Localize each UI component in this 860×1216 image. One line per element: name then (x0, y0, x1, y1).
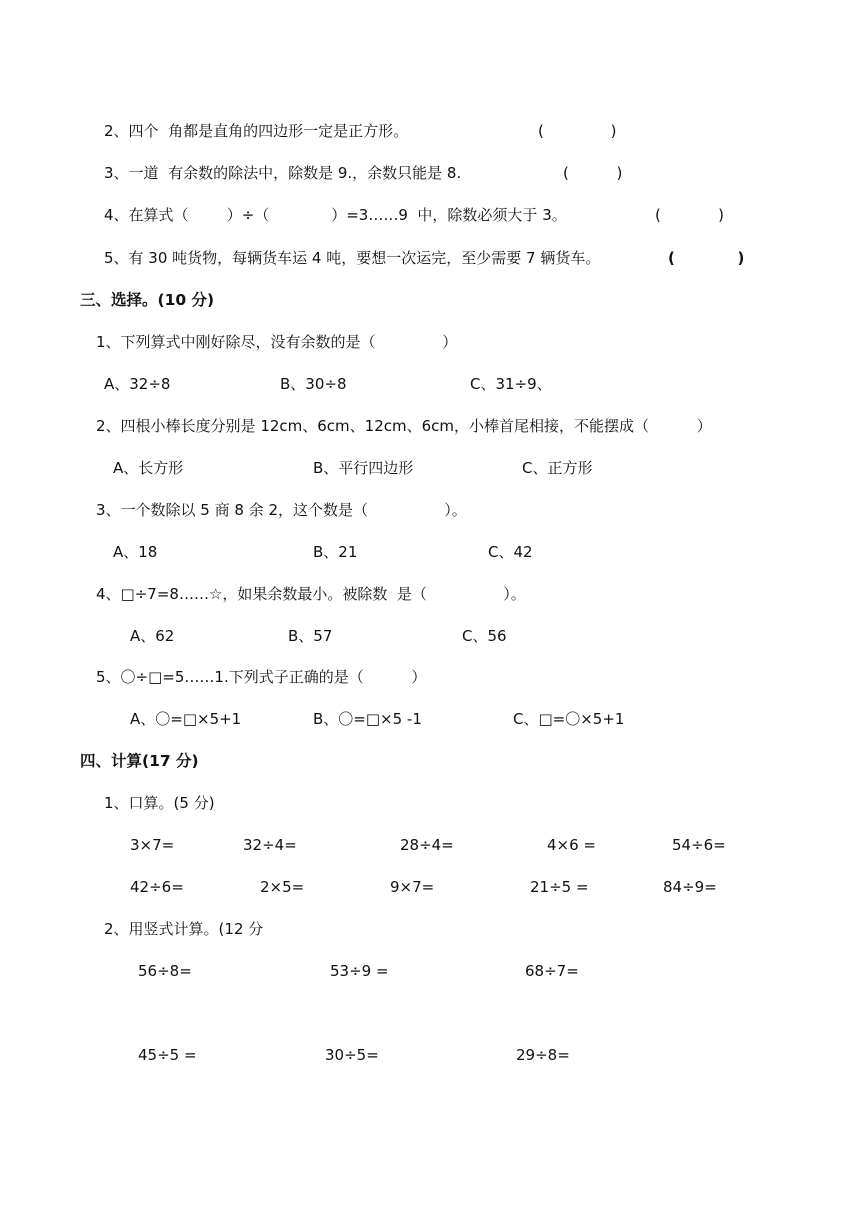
option-c[interactable]: C、42 (488, 543, 533, 561)
section-title-choice: 三、选择。(10 分) (80, 291, 215, 309)
oral-calc-title: 1、口算。(5 分) (104, 794, 215, 812)
option-b[interactable]: B、57 (288, 627, 333, 645)
option-b[interactable]: B、平行四边形 (313, 459, 414, 477)
option-c[interactable]: C、正方形 (522, 459, 593, 477)
option-b[interactable]: B、30÷8 (280, 375, 347, 393)
oral-problem[interactable]: 54÷6= (672, 836, 726, 854)
answer-parentheses[interactable]: ( ) (668, 249, 745, 267)
option-c[interactable]: C、31÷9、 (470, 375, 552, 393)
oral-problem[interactable]: 2×5= (260, 878, 305, 896)
vertical-problem[interactable]: 45÷5 = (138, 1046, 197, 1064)
judgment-item-text: 4、在算式（ ）÷（ ）=3……9 中，除数必须大于 3。 (104, 206, 567, 224)
vertical-problem[interactable]: 30÷5= (325, 1046, 379, 1064)
question-text: 5、〇÷□=5……1.下列式子正确的是（ ） (96, 668, 427, 686)
option-a[interactable]: A、18 (113, 543, 158, 561)
question-text: 4、□÷7=8……☆，如果余数最小。被除数 是（ ）。 (96, 585, 526, 603)
question-text: 2、四根小棒长度分别是 12cm、6cm、12cm、6cm，小棒首尾相接，不能摆成（ ） (96, 417, 712, 435)
question-text: 3、一个数除以 5 商 8 余 2，这个数是（ ）。 (96, 501, 467, 519)
section-title-calculation: 四、计算(17 分) (80, 752, 199, 770)
oral-problem[interactable]: 28÷4= (400, 836, 454, 854)
option-a[interactable]: A、62 (130, 627, 175, 645)
vertical-problem[interactable]: 53÷9 = (330, 962, 389, 980)
oral-problem[interactable]: 4×6 = (547, 836, 596, 854)
option-b[interactable]: B、〇=□×5 -1 (313, 710, 422, 728)
oral-problem[interactable]: 32÷4= (243, 836, 297, 854)
oral-problem[interactable]: 42÷6= (130, 878, 184, 896)
answer-parentheses[interactable]: ( ) (538, 122, 617, 140)
option-a[interactable]: A、〇=□×5+1 (130, 710, 242, 728)
option-c[interactable]: C、56 (462, 627, 507, 645)
option-a[interactable]: A、32÷8 (104, 375, 171, 393)
question-text: 1、下列算式中刚好除尽，没有余数的是（ ） (96, 333, 458, 351)
oral-problem[interactable]: 9×7= (390, 878, 435, 896)
oral-problem[interactable]: 3×7= (130, 836, 175, 854)
judgment-item-text: 3、一道 有余数的除法中，除数是 9.，余数只能是 8. (104, 164, 462, 182)
answer-parentheses[interactable]: ( ) (655, 206, 724, 224)
vertical-problem[interactable]: 68÷7= (525, 962, 579, 980)
option-b[interactable]: B、21 (313, 543, 358, 561)
option-a[interactable]: A、长方形 (113, 459, 184, 477)
oral-problem[interactable]: 84÷9= (663, 878, 717, 896)
vertical-problem[interactable]: 29÷8= (516, 1046, 570, 1064)
vertical-problem[interactable]: 56÷8= (138, 962, 192, 980)
option-c[interactable]: C、□=〇×5+1 (513, 710, 625, 728)
judgment-item-text: 2、四个 角都是直角的四边形一定是正方形。 (104, 122, 409, 140)
oral-problem[interactable]: 21÷5 = (530, 878, 589, 896)
answer-parentheses[interactable]: ( ) (563, 164, 623, 182)
judgment-item-text: 5、有 30 吨货物，每辆货车运 4 吨，要想一次运完，至少需要 7 辆货车。 (104, 249, 601, 267)
vertical-calc-title: 2、用竖式计算。(12 分 (104, 920, 264, 938)
